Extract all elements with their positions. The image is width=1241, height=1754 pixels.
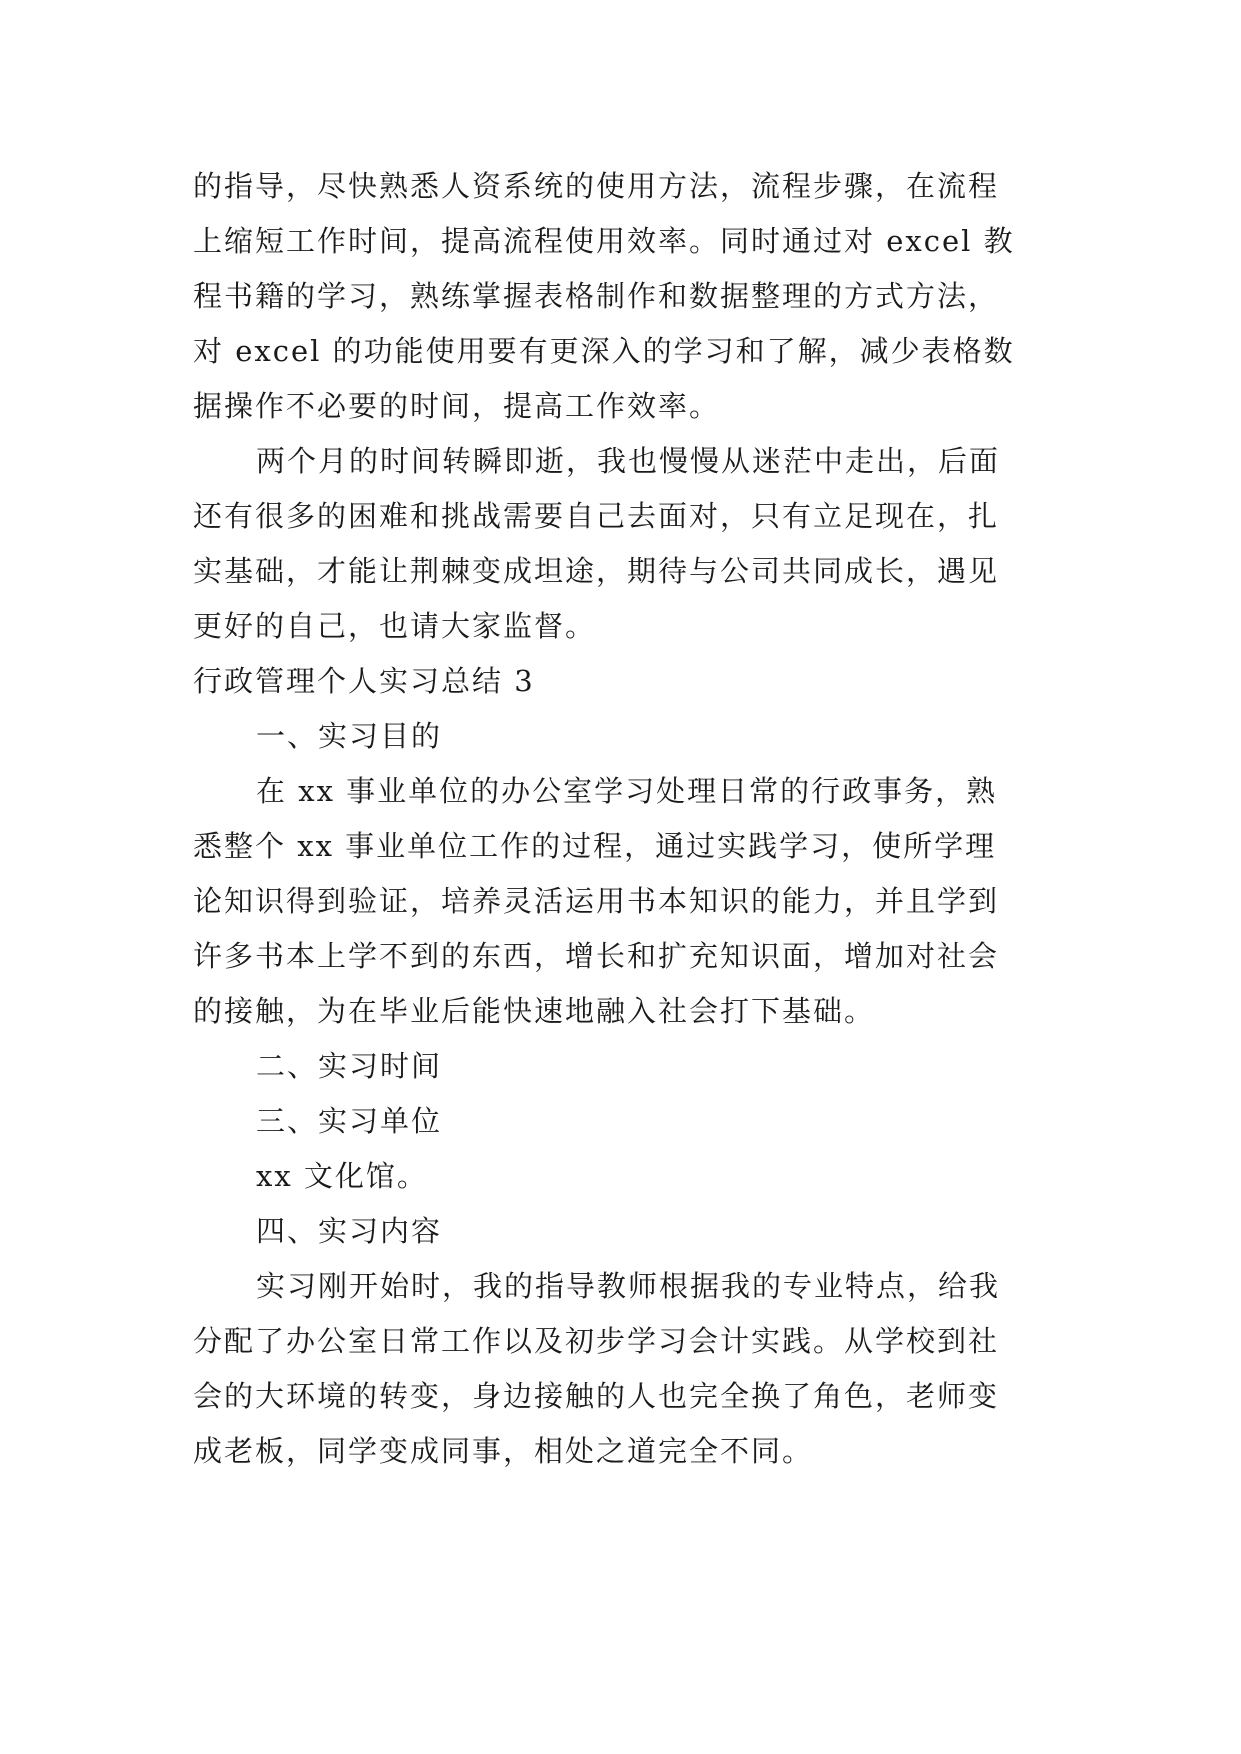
paragraph-line: 实基础，才能让荆棘变成坦途，期待与公司共同成长，遇见: [193, 554, 1000, 588]
paragraph-line: 论知识得到验证，培养灵活运用书本知识的能力，并且学到: [193, 884, 1000, 918]
section-title: 行政管理个人实习总结 3: [193, 664, 535, 698]
paragraph-line: 许多书本上学不到的东西，增长和扩充知识面，增加对社会: [193, 939, 1000, 973]
paragraph-line: 两个月的时间转瞬即逝，我也慢慢从迷茫中走出，后面: [256, 444, 1001, 478]
paragraph-line: 上缩短工作时间，提高流程使用效率。同时通过对 excel 教: [193, 224, 1015, 258]
paragraph-line: 分配了办公室日常工作以及初步学习会计实践。从学校到社: [193, 1324, 1000, 1358]
paragraph-line: 的接触，为在毕业后能快速地融入社会打下基础。: [193, 994, 876, 1028]
paragraph-line: 成老板，同学变成同事，相处之道完全不同。: [193, 1434, 814, 1468]
paragraph-line: xx 文化馆。: [256, 1159, 428, 1193]
paragraph-line: 悉整个 xx 事业单位工作的过程，通过实践学习，使所学理: [193, 829, 997, 863]
paragraph-line: 在 xx 事业单位的办公室学习处理日常的行政事务，熟: [256, 774, 998, 808]
paragraph-line: 实习刚开始时，我的指导教师根据我的专业特点，给我: [256, 1269, 1001, 1303]
section-heading: 三、实习单位: [256, 1104, 443, 1138]
paragraph-line: 的指导，尽快熟悉人资系统的使用方法，流程步骤，在流程: [193, 169, 1000, 203]
paragraph-line: 对 excel 的功能使用要有更深入的学习和了解，减少表格数: [193, 334, 1015, 368]
section-heading: 二、实习时间: [256, 1049, 443, 1083]
paragraph-line: 会的大环境的转变，身边接触的人也完全换了角色，老师变: [193, 1379, 1000, 1413]
paragraph-line: 程书籍的学习，熟练掌握表格制作和数据整理的方式方法，: [193, 279, 1000, 313]
paragraph-line: 据操作不必要的时间，提高工作效率。: [193, 389, 721, 423]
paragraph-line: 更好的自己，也请大家监督。: [193, 609, 597, 643]
paragraph-line: 还有很多的困难和挑战需要自己去面对，只有立足现在，扎: [193, 499, 1000, 533]
section-heading: 一、实习目的: [256, 719, 443, 753]
section-heading: 四、实习内容: [256, 1214, 443, 1248]
